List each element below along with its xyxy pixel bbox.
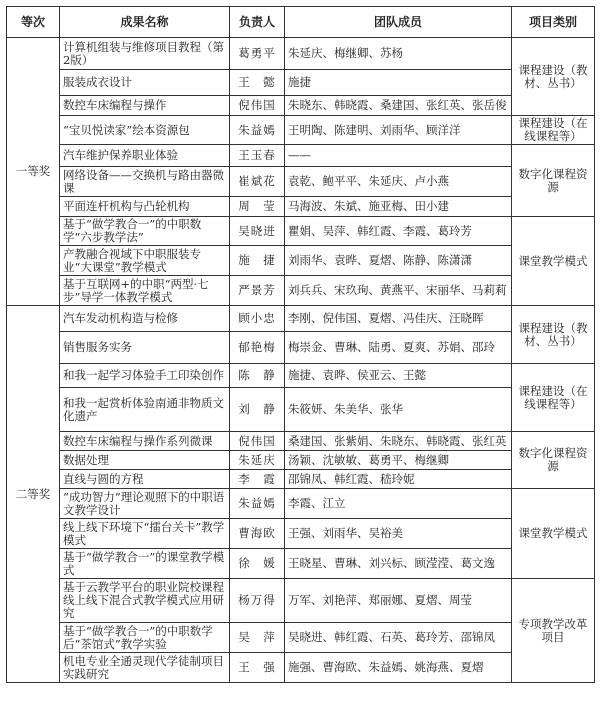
lead-person: 郁艳梅	[230, 332, 285, 364]
table-row	[7, 364, 595, 388]
achievement-name: 数据处理	[60, 451, 230, 470]
team-members: 刘雨华、袁晔、夏熠、陈静、陈潇潇	[285, 246, 512, 276]
achievement-name: 汽车维护保养职业体验	[60, 145, 230, 167]
achievement-name: 基于云教学平台的职业院校课程线上线下混合式教学模式应用研究	[60, 579, 230, 623]
header-row	[7, 7, 595, 38]
achievement-name: 数控车床编程与操作系列微课	[60, 432, 230, 451]
lead-person: 崔斌花	[230, 167, 285, 197]
table-row	[7, 217, 595, 246]
header-rank: 等次	[7, 7, 60, 38]
team-members: 施强、曹海欧、朱益嫣、姚海燕、夏熠	[285, 653, 512, 683]
lead-person: 朱益嫣	[230, 489, 285, 519]
lead-person: 周 莹	[230, 197, 285, 217]
achievement-name: 计算机组装与维修项目教程（第2版）	[60, 38, 230, 70]
team-members: 王晓星、曹琳、刘兴标、顾滢滢、葛文逸	[285, 549, 512, 579]
category-cell: 专项教学改革项目	[512, 579, 595, 683]
table-row	[7, 451, 595, 470]
team-members: 朱延庆、梅继卿、苏杨	[285, 38, 512, 70]
lead-person: 倪伟国	[230, 96, 285, 116]
lead-person: 朱延庆	[230, 451, 285, 470]
achievement-name: 基于“做学教合一”的课堂教学模式	[60, 549, 230, 579]
category-cell: 课堂教学模式	[512, 217, 595, 306]
achievement-name: “成功智力”理论观照下的中职语文教学设计	[60, 489, 230, 519]
achievement-name: 基于“做学教合一”的中职数学“六步教学法”	[60, 217, 230, 246]
team-members: 王强、刘雨华、吴裕美	[285, 519, 512, 549]
team-members: 李刚、倪伟国、夏熠、冯佳庆、汪晓晖	[285, 306, 512, 332]
achievement-name: 直线与圆的方程	[60, 470, 230, 489]
team-members: ——	[285, 145, 512, 167]
achievement-name: 基于“做学教合一”的中职数学后“茶馆式”教学实验	[60, 623, 230, 653]
lead-person: 施 捷	[230, 246, 285, 276]
lead-person: 王 强	[230, 653, 285, 683]
category-cell: 课程建设（教材、丛书）	[512, 38, 595, 116]
team-members: 汤颖、沈敏敏、葛勇平、梅继卿	[285, 451, 512, 470]
lead-person: 李 霞	[230, 470, 285, 489]
achievement-name: 和我一起学习体验手工印染创作	[60, 364, 230, 388]
table-row	[7, 432, 595, 451]
achievement-name: 销售服务实务	[60, 332, 230, 364]
table-row	[7, 549, 595, 579]
table-row	[7, 388, 595, 432]
lead-person: 杨万得	[230, 579, 285, 623]
team-members: 马海波、朱斌、施亚梅、田小建	[285, 197, 512, 217]
lead-person: 吴晓进	[230, 217, 285, 246]
lead-person: 顾小忠	[230, 306, 285, 332]
lead-person: 王玉春	[230, 145, 285, 167]
header-members: 团队成员	[285, 7, 512, 38]
lead-person: 朱益嫣	[230, 116, 285, 145]
rank-cell: 二等奖	[7, 306, 60, 683]
table-row	[7, 332, 595, 364]
category-cell: 课程建设（在线课程等）	[512, 116, 595, 145]
achievement-name: 和我一起赏析体验南通非物质文化遗产	[60, 388, 230, 432]
team-members: 李霞、江立	[285, 489, 512, 519]
table-row	[7, 653, 595, 683]
table-row	[7, 70, 595, 96]
lead-person: 吴 萍	[230, 623, 285, 653]
lead-person: 倪伟国	[230, 432, 285, 451]
lead-person: 陈 静	[230, 364, 285, 388]
table-row	[7, 489, 595, 519]
team-members: 瞿娟、吴萍、韩红霞、李霞、葛玲芳	[285, 217, 512, 246]
table-row	[7, 197, 595, 217]
header-lead: 负责人	[230, 7, 285, 38]
team-members: 袁乾、鲍平平、朱延庆、卢小燕	[285, 167, 512, 197]
team-members: 万军、刘艳萍、郑丽娜、夏熠、周莹	[285, 579, 512, 623]
table-row	[7, 579, 595, 623]
table-row	[7, 96, 595, 116]
team-members: 梅崇金、曹琳、陆勇、夏爽、苏娟、邵玲	[285, 332, 512, 364]
achievement-name: 汽车发动机构造与检修	[60, 306, 230, 332]
table-row	[7, 519, 595, 549]
table-row	[7, 246, 595, 276]
achievement-name: 平面连杆机构与凸轮机构	[60, 197, 230, 217]
rank-cell: 一等奖	[7, 38, 60, 306]
table-row	[7, 276, 595, 306]
lead-person: 葛勇平	[230, 38, 285, 70]
table-row	[7, 167, 595, 197]
team-members: 朱筱妍、朱美华、张华	[285, 388, 512, 432]
header-name: 成果名称	[60, 7, 230, 38]
category-cell: 课程建设（教材、丛书）	[512, 306, 595, 364]
achievement-name: 数控车床编程与操作	[60, 96, 230, 116]
table-row	[7, 306, 595, 332]
awards-table-container	[6, 6, 594, 702]
team-members: 施捷	[285, 70, 512, 96]
awards-table	[6, 6, 595, 683]
lead-person: 刘 静	[230, 388, 285, 432]
achievement-name: 机电专业全通灵现代学徒制项目实践研究	[60, 653, 230, 683]
table-row	[7, 38, 595, 70]
table-row	[7, 623, 595, 653]
table-row	[7, 116, 595, 145]
category-cell: 课程建设（在线课程等）	[512, 364, 595, 432]
team-members: 刘兵兵、宋玖珣、黄燕平、宋丽华、马莉莉	[285, 276, 512, 306]
table-row	[7, 470, 595, 489]
achievement-name: “宝贝悦读家”绘本资源包	[60, 116, 230, 145]
category-cell: 数字化课程资源	[512, 432, 595, 489]
achievement-name: 服装成衣设计	[60, 70, 230, 96]
team-members: 施捷、袁晔、侯亚云、王懿	[285, 364, 512, 388]
team-members: 朱晓东、韩晓霞、桑建国、张红英、张岳俊	[285, 96, 512, 116]
lead-person: 曹海欧	[230, 519, 285, 549]
achievement-name: 网络设备——交换机与路由器微课	[60, 167, 230, 197]
achievement-name: 产教融合视域下中职服装专业“大课堂”教学模式	[60, 246, 230, 276]
achievement-name: 线上线下环境下“擂台关卡”教学模式	[60, 519, 230, 549]
category-cell: 课堂教学模式	[512, 489, 595, 579]
lead-person: 王 懿	[230, 70, 285, 96]
team-members: 邵锦凤、韩红霞、嵇玲妮	[285, 470, 512, 489]
team-members: 吴晓进、韩红霞、石英、葛玲芳、邵锦凤	[285, 623, 512, 653]
team-members: 桑建国、张紫娟、朱晓东、韩晓霞、张红英	[285, 432, 512, 451]
table-row	[7, 145, 595, 167]
team-members: 王明陶、陈建明、刘雨华、顾洋洋	[285, 116, 512, 145]
lead-person: 徐 媛	[230, 549, 285, 579]
category-cell: 数字化课程资源	[512, 145, 595, 217]
header-category: 项目类别	[512, 7, 595, 38]
lead-person: 严景芳	[230, 276, 285, 306]
achievement-name: 基于互联网+的中职“两型·七步”导学一体教学模式	[60, 276, 230, 306]
